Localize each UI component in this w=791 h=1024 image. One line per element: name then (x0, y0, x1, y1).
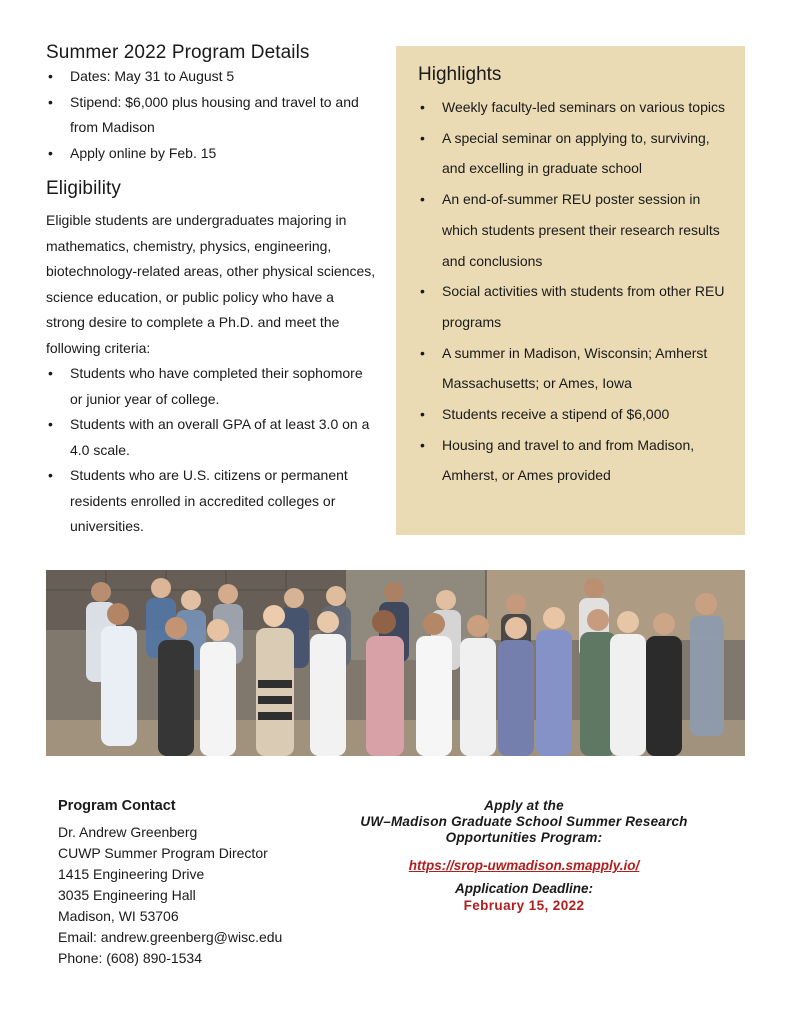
apply-line: UW–Madison Graduate School Summer Research (360, 814, 688, 829)
contact-title: CUWP Summer Program Director (58, 845, 268, 861)
contact-address-line: 3035 Engineering Hall (58, 887, 196, 903)
contact-city: Madison, WI 53706 (58, 908, 179, 924)
group-photo-illustration (46, 570, 745, 756)
eligibility-paragraph: Eligible students are undergraduates majoring in mathematics, chemistry, physics, engineering, biotechnology-related areas, other physical sciences, science education, or public policy who have a strong desire to complete a Ph.D. and meet the following criteria: (46, 212, 376, 356)
contact-address-line: 1415 Engineering Drive (58, 866, 205, 882)
apply-line: Opportunities Program: (445, 830, 603, 845)
apply-section (344, 798, 704, 915)
program-contact (58, 798, 358, 969)
contact-email: Email: andrew.greenberg@wisc.edu (58, 929, 283, 945)
highlights-list (418, 92, 725, 491)
contact-phone: Phone: (608) 890-1534 (58, 950, 202, 966)
highlight-item: • Social activities with students from other REU programs (418, 276, 725, 337)
highlight-item: • A special seminar on applying to, surviving, and excelling in graduate school (418, 123, 725, 184)
criteria-item: • Students with an overall GPA of at least 3.0 on a 4.0 scale. (46, 412, 376, 463)
highlight-item: • Students receive a stipend of $6,000 (418, 399, 725, 430)
criteria-item: • Students who are U.S. citizens or permanent residents enrolled in accredited colleges or universities. (46, 463, 376, 540)
contact-heading: Program Contact (58, 798, 176, 814)
highlights-heading: Highlights (418, 64, 502, 85)
highlight-item: • A summer in Madison, Wisconsin; Amherst Massachusetts; or Ames, Iowa (418, 338, 725, 399)
apply-link[interactable]: https://srop-uwmadison.smapply.io/ (408, 858, 640, 873)
eligibility-heading: Eligibility (46, 178, 122, 199)
detail-item: • Dates: May 31 to August 5 (46, 64, 376, 90)
eligibility-criteria-list (46, 361, 376, 540)
contact-name: Dr. Andrew Greenberg (58, 824, 198, 840)
apply-line: Apply at the (484, 798, 564, 813)
highlight-item: • Housing and travel to and from Madison, Amherst, or Ames provided (418, 430, 725, 491)
highlight-item: • Weekly faculty-led seminars on various topics (418, 92, 725, 123)
program-details-heading: Summer 2022 Program Details (46, 42, 310, 63)
detail-item: • Apply online by Feb. 15 (46, 141, 376, 167)
highlight-item: • An end-of-summer REU poster session in which students present their research results and conclusions (418, 184, 725, 276)
deadline-label: Application Deadline: (454, 881, 593, 896)
deadline-date: February 15, 2022 (463, 898, 585, 913)
program-details-list (46, 64, 376, 166)
highlights-box (396, 46, 745, 535)
detail-item: • Stipend: $6,000 plus housing and travel to and from Madison (46, 90, 376, 141)
criteria-item: • Students who have completed their sophomore or junior year of college. (46, 361, 376, 412)
group-photo (46, 570, 745, 756)
left-column (46, 40, 376, 540)
